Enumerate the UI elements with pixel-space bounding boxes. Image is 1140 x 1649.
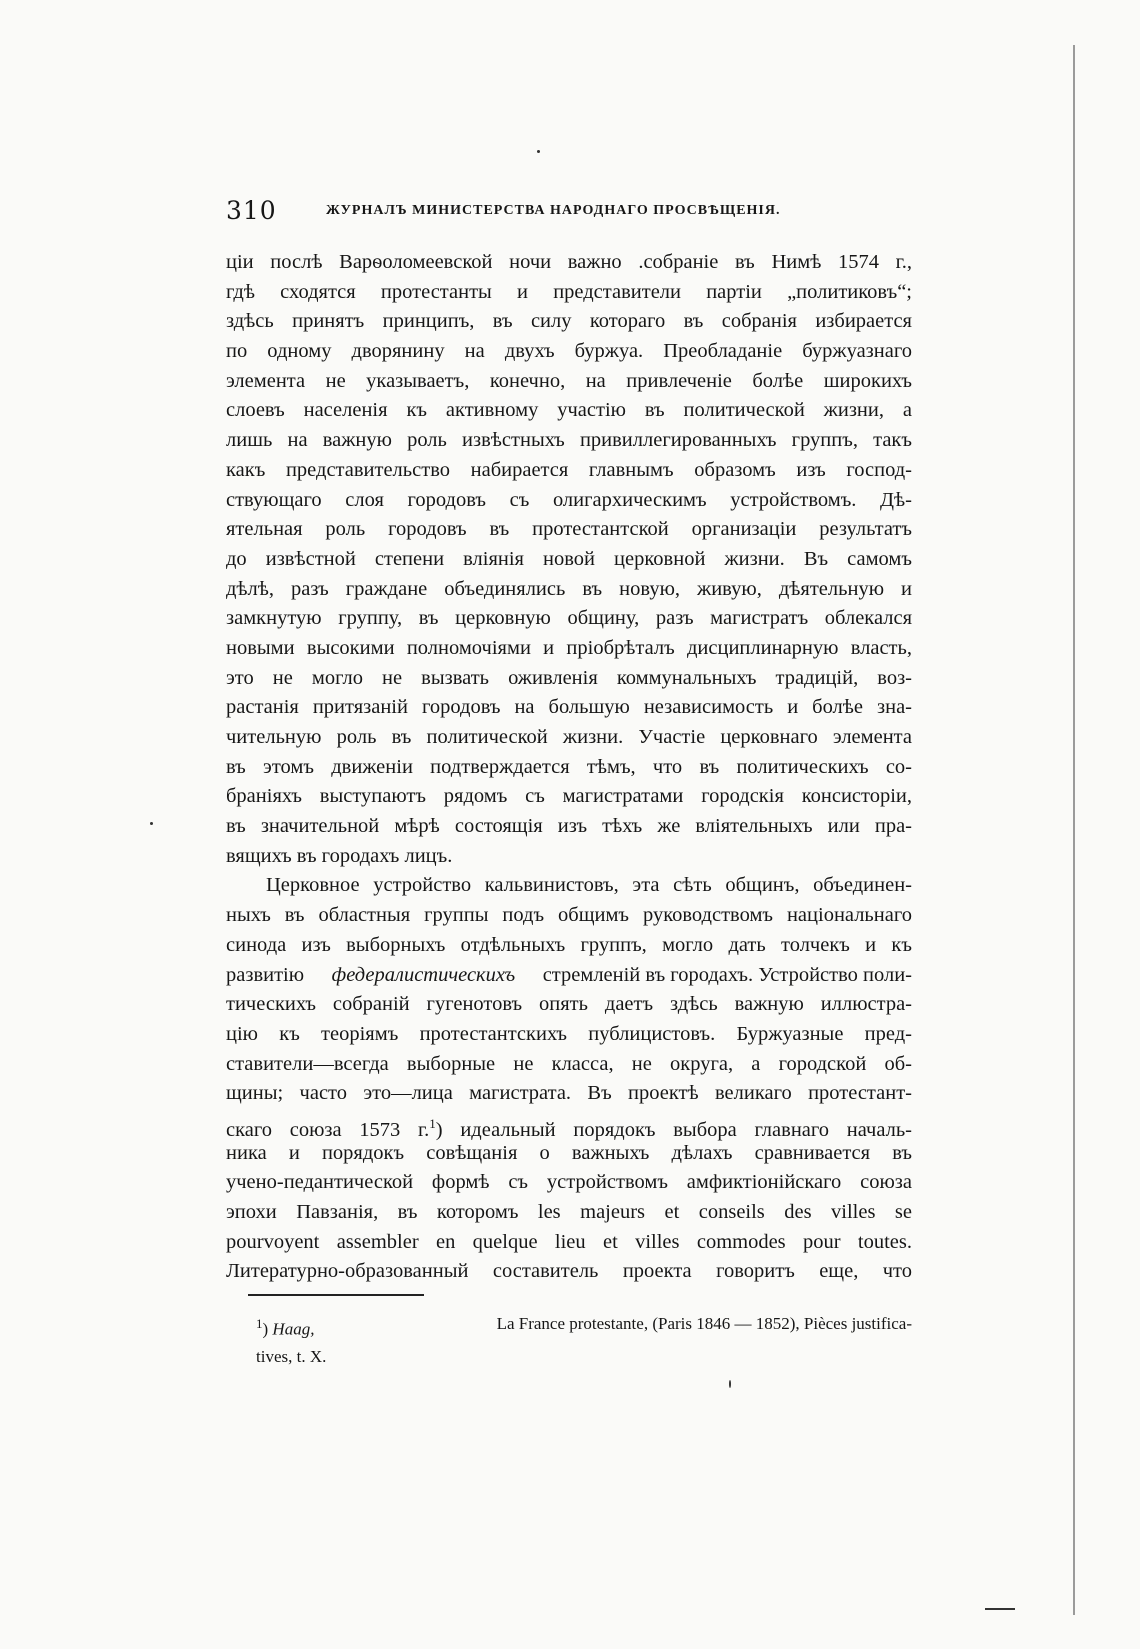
page-number: 310 (226, 196, 277, 225)
text-line: растанія притязаній городовъ на большую независимость и болѣе зна- (226, 696, 912, 719)
text-line: дѣлѣ, разъ граждане объединялись въ новую, живую, дѣятельную и (226, 577, 912, 600)
text-line: здѣсь принятъ принципъ, въ силу котораго въ собранія избирается (226, 310, 912, 333)
text-line: до извѣстной степени вліянія новой церковной жизни. Въ самомъ (226, 547, 912, 570)
text-line: по одному дворянину на двухъ буржуа. Преобладаніе буржуазнаго (226, 340, 912, 363)
text-line: гдѣ сходятся протестанты и представители партіи „политиковъ“; (226, 280, 912, 303)
speck (150, 822, 153, 825)
text-line: слоевъ населенія къ активному участію въ политической жизни, а (226, 399, 912, 422)
text-line: ціи послѣ Варѳоломеевской ночи важно .собраніе въ Нимѣ 1574 г., (226, 251, 912, 273)
paragraph-2 (226, 871, 912, 1287)
text-line: развитію федералистическихъ стремленій въ городахъ. Устройство поли- (226, 961, 912, 991)
text-line: Церковное устройство кальвинистовъ, эта сѣть общинъ, объединен- (266, 874, 912, 897)
text-line: ятельная роль городовъ въ протестантской организаціи результатъ (226, 518, 912, 541)
text-line: вящихъ въ городахъ лицъ. (226, 844, 453, 867)
text-line: ника и порядокъ совѣщанія о важныхъ дѣлахъ сравнивается въ (226, 1141, 912, 1164)
text-line: учено-педантической формѣ съ устройствомъ амфиктіонійскаго союза (226, 1171, 912, 1194)
footnote-author: Haag, (272, 1319, 315, 1339)
text-line: въ этомъ движеніи подтверждается тѣмъ, что въ политическихъ со- (226, 755, 912, 778)
footnote-text: La France protestante, (Paris 1846 — 1852), Pièces justifica- (496, 1314, 912, 1333)
page-header (226, 196, 886, 226)
text-line: pourvoyent assembler en quelque lieu et villes commodes pour toutes. (226, 1230, 912, 1253)
speck (537, 150, 540, 153)
corner-mark (985, 1608, 1015, 1610)
text-line: въ значительной мѣрѣ состоящія изъ тѣхъ же вліятельныхъ или пра- (226, 815, 912, 838)
footnote-rule (248, 1294, 424, 1296)
footnote-marker: 1 (429, 1115, 436, 1131)
running-title: ЖУРНАЛЪ МИНИСТЕРСТВА НАРОДНАГО ПРОСВѢЩЕНІЯ. (326, 203, 781, 218)
text-line: ствующаго слоя городовъ съ олигархическимъ устройствомъ. Дѣ- (226, 488, 912, 511)
text-line: синода изъ выборныхъ отдѣльныхъ группъ, могло дать толчекъ и къ (226, 933, 912, 956)
text-line: щины; часто это—лица магистрата. Въ проектѣ великаго протестант- (226, 1082, 912, 1105)
text-line: цію къ теоріямъ протестантскихъ публицистовъ. Буржуазные пред- (226, 1022, 912, 1045)
footnote-line (256, 1343, 912, 1370)
paragraph-1 (226, 248, 912, 871)
text-line: тическихъ собраній гугенотовъ опять даетъ здѣсь важную иллюстра- (226, 993, 912, 1016)
text-line: новыми высокими полномочіями и пріобрѣталъ дисциплинарную власть, (226, 636, 912, 659)
text-line: ныхъ въ областныя группы подъ общимъ руководствомъ національнаго (226, 904, 912, 927)
text-line: Литературно-образованный составитель проекта говоритъ еще, что (226, 1260, 912, 1283)
speck (729, 1380, 731, 1388)
text-line: лишь на важную роль извѣстныхъ привиллегированныхъ группъ, такъ (226, 429, 912, 452)
text-line: какъ представительство набирается главнымъ образомъ изъ господ- (226, 458, 912, 481)
text-line: ставители—всегда выборные не класса, не округа, а городской об- (226, 1052, 912, 1075)
footnote-line: $^1$) Haag, La France protestante, (Paris 1846 — 1852), Pièces justifica- (256, 1310, 912, 1343)
text-line: эпохи Павзанія, въ которомъ les majeurs et conseils des villes se (226, 1201, 912, 1223)
text-line: замкнутую группу, въ церковную общину, разъ магистратъ облекался (226, 607, 912, 630)
text-line: браніяхъ выступаютъ рядомъ съ магистратами городскія консисторіи, (226, 785, 912, 808)
text-line: чительную роль въ политической жизни. Участіе церковнаго элемента (226, 726, 912, 748)
text-line: элемента не указываетъ, конечно, на привлеченіе болѣе широкихъ (226, 369, 912, 392)
footnote-text: tives, t. X. (256, 1346, 327, 1366)
footnote-marker: 1 (256, 1316, 263, 1331)
footnote (256, 1310, 912, 1370)
body-text (226, 248, 912, 1287)
scan-edge-line (1073, 45, 1075, 1615)
text-line: скаго союза 1573 г.$^1$) идеальный порядокъ выбора главнаго началь- (226, 1115, 913, 1141)
italic-term: федералистическихъ (331, 963, 516, 986)
text-line: это не могло не вызвать оживленія коммунальныхъ традицій, воз- (226, 666, 912, 689)
